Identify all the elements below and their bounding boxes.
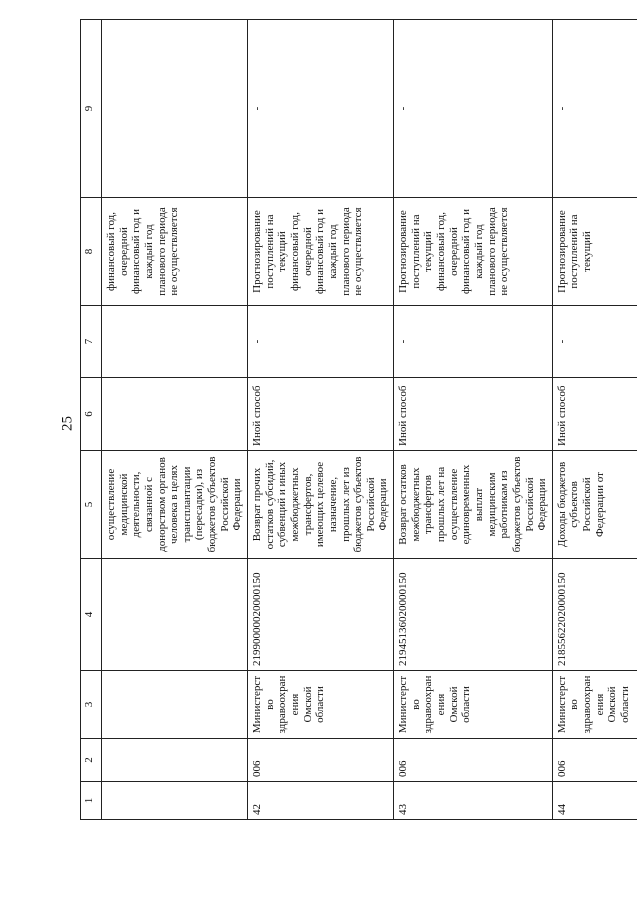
cell-col6: Иной способ [394, 378, 553, 451]
table-row [552, 20, 637, 820]
cell-col5: Возврат остатков межбюджетных трансфертов прошлых лет на осуществление единовременных выплат медицинским работникам из бюджетов субъектов Российской Федерации [394, 451, 553, 559]
cell-col9 [102, 20, 248, 198]
cell-col8: Прогнозирование поступлений на текущий финансовый год, очередной финансовый год и каждый год планового периода не осуществляется [248, 198, 394, 306]
column-number-row [81, 20, 102, 820]
cell-col4: 21855622020000150 [552, 559, 637, 671]
revenue-sources-table [80, 19, 637, 820]
cell-col7: - [248, 306, 394, 378]
cell-col9: - [552, 20, 637, 198]
row-number: 43 [394, 782, 553, 820]
cell-col9: - [248, 20, 394, 198]
page-number: 25 [59, 416, 76, 431]
cell-col7: - [394, 306, 553, 378]
col-header: 5 [81, 451, 102, 559]
cell-col5: Доходы бюджетов субъектов Российской Федерации от [552, 451, 637, 559]
cell-col6 [102, 378, 248, 451]
col-header: 4 [81, 559, 102, 671]
col-header: 6 [81, 378, 102, 451]
cell-col3: Министерство здравоохранения Омской области [394, 671, 553, 739]
cell-col4 [102, 559, 248, 671]
col-header: 2 [81, 739, 102, 782]
cell-col7: - [552, 306, 637, 378]
cell-col3: Министерство здравоохранения Омской области [552, 671, 637, 739]
table-row [102, 20, 248, 820]
row-number [102, 782, 248, 820]
cell-col5: осуществление медицинской деятельности, связанной с донорством органов человека в целях трансплантации (пересадки), из бюджетов субъектов Российской Федерации [102, 451, 248, 559]
row-number: 44 [552, 782, 637, 820]
col-header: 9 [81, 20, 102, 198]
cell-col5: Возврат прочих остатков субсидий, субвенций и иных межбюджетных трансфертов, имеющих целевое назначение, прошлых лет из бюджетов субъектов Российской Федерации [248, 451, 394, 559]
cell-col8: Прогнозирование поступлений на текущий [552, 198, 637, 306]
cell-col2: 006 [552, 739, 637, 782]
cell-col3 [102, 671, 248, 739]
cell-col3: Министерство здравоохранения Омской области [248, 671, 394, 739]
cell-col7 [102, 306, 248, 378]
col-header: 7 [81, 306, 102, 378]
col-header: 3 [81, 671, 102, 739]
table-row [248, 20, 394, 820]
cell-col2: 006 [394, 739, 553, 782]
cell-col8: Прогнозирование поступлений на текущий финансовый год, очередной финансовый год и каждый год планового периода не осуществляется [394, 198, 553, 306]
rotated-table-frame [80, 20, 637, 820]
col-header: 1 [81, 782, 102, 820]
cell-col8: финансовый год, очередной финансовый год и каждый год планового периода не осуществляется [102, 198, 248, 306]
cell-col6: Иной способ [552, 378, 637, 451]
cell-col2 [102, 739, 248, 782]
cell-col4: 21990000020000150 [248, 559, 394, 671]
cell-col2: 006 [248, 739, 394, 782]
cell-col6: Иной способ [248, 378, 394, 451]
cell-col4: 21945136020000150 [394, 559, 553, 671]
table-row [394, 20, 553, 820]
col-header: 8 [81, 198, 102, 306]
row-number: 42 [248, 782, 394, 820]
cell-col9: - [394, 20, 553, 198]
